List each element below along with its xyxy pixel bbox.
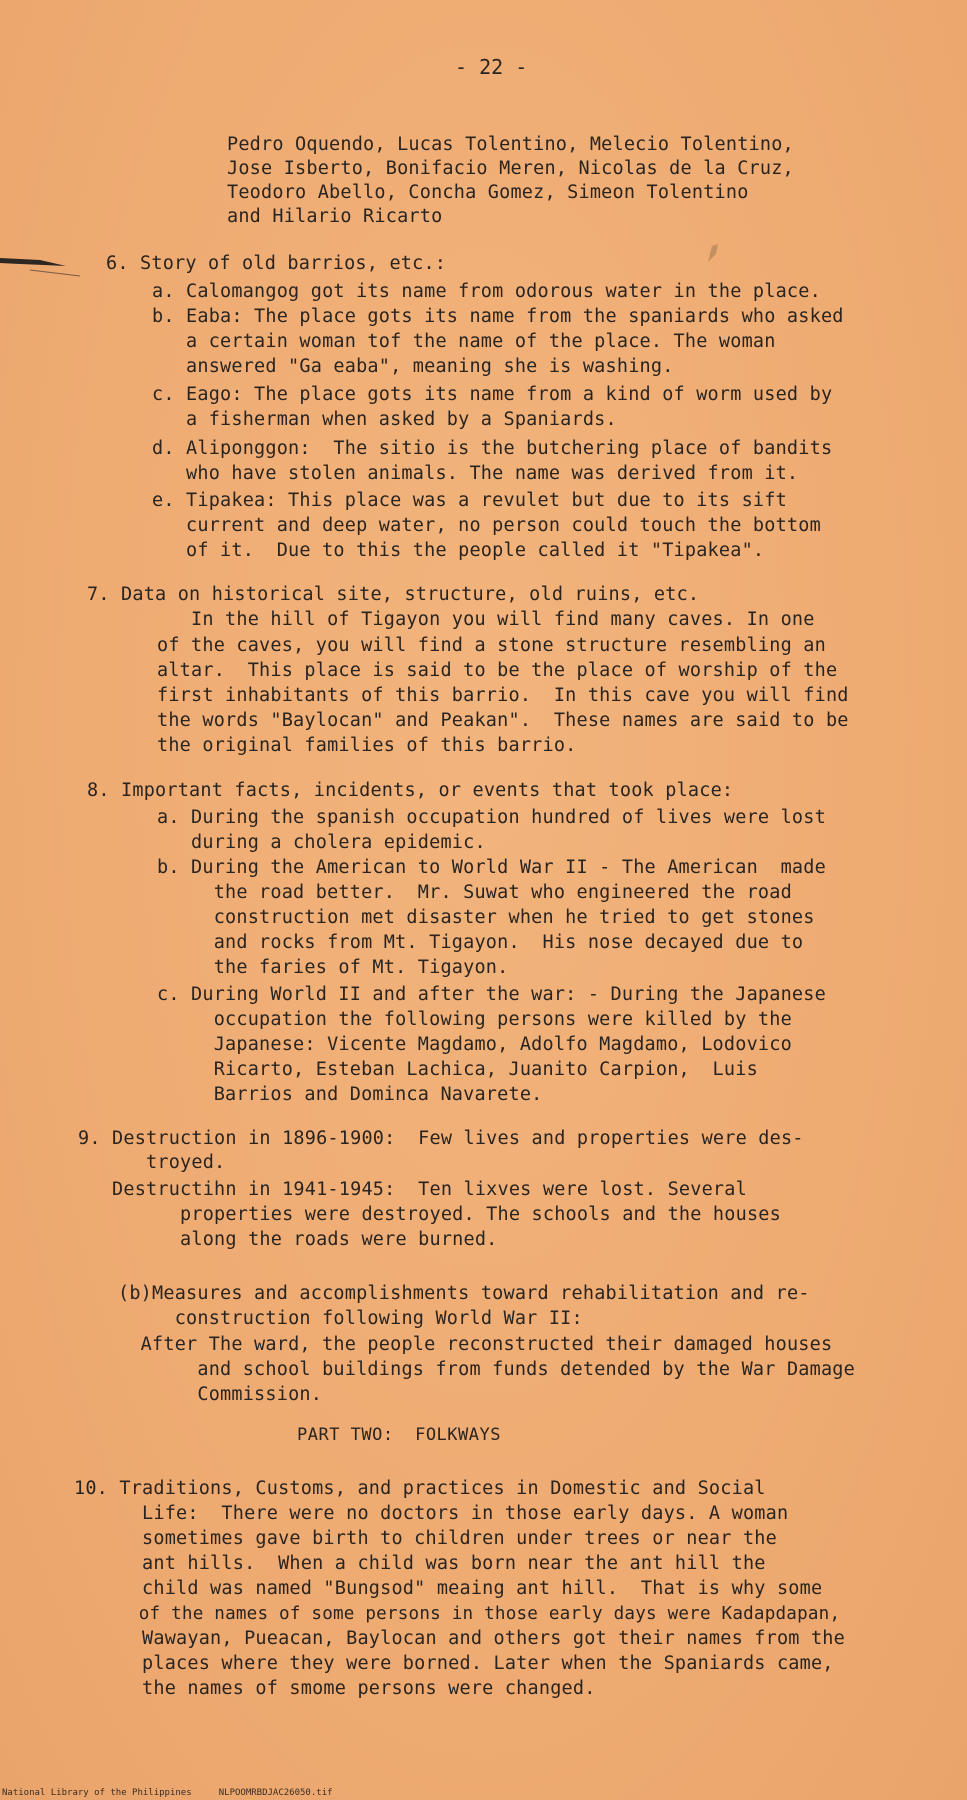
names-line-3: Teodoro Abello, Concha Gomez, Simeon Tolentino xyxy=(227,182,749,203)
section7-line-3: altar. This place is said to be the place of worship of the xyxy=(157,660,838,681)
section9-line-5: along the roads were burned. xyxy=(78,1229,498,1250)
section10-line-1: 10. Traditions, Customs, and practices in Domestic and Social xyxy=(74,1478,766,1499)
footer-scan-credit: National Library of the Philippines NLPOOMRBDJAC26050.tif xyxy=(2,1788,333,1798)
section8-line-b: b. During the American to World War II - The American made xyxy=(157,857,826,878)
names-line-4: and Hilario Ricarto xyxy=(227,206,443,227)
section6-line-c: c. Eago: The place gots its name from a kind of worm used by xyxy=(152,384,833,405)
section6-line-e3: of it. Due to this the people called it "Tipakea". xyxy=(152,540,765,561)
section9-line-4: properties were destroyed. The schools and the houses xyxy=(78,1204,781,1225)
section6-heading: 6. Story of old barrios, etc.: xyxy=(106,253,447,274)
section10-line-2: Life: There were no doctors in those early days. A woman xyxy=(74,1503,789,1524)
section9-line-3: Destructihn in 1941-1945: Ten lixves were lost. Several xyxy=(78,1179,747,1200)
section8-line-b4: and rocks from Mt. Tigayon. His nose decayed due to xyxy=(157,932,804,953)
section6-line-d: d. Aliponggon: The sitio is the butchering place of bandits xyxy=(152,438,833,459)
section7-line-5: the words "Baylocan" and Peakan". These names are said to be xyxy=(157,710,849,731)
paper-tear-mark xyxy=(0,252,90,282)
section8-line-a2: during a cholera epidemic. xyxy=(157,832,486,853)
section8-line-b5: the faries of Mt. Tigayon. xyxy=(157,957,509,978)
section6-line-e: e. Tipakea: This place was a revulet but due to its sift xyxy=(152,490,787,511)
section8-line-c4: Ricarto, Esteban Lachica, Juanito Carpion, Luis xyxy=(157,1059,758,1080)
section6-line-c2: a fisherman when asked by a Spaniards. xyxy=(152,409,617,430)
section8-line-b3: construction met disaster when he tried to get stones xyxy=(157,907,815,928)
section8-line-b2: the road better. Mr. Suwat who engineered the road xyxy=(157,882,792,903)
section9b-line-4: and school buildings from funds detended by the War Damage xyxy=(118,1359,855,1380)
section8-heading: 8. Important facts, incidents, or events that took place: xyxy=(87,780,734,801)
names-line-2: Jose Isberto, Bonifacio Meren, Nicolas de la Cruz, xyxy=(227,158,794,179)
section9-line-1: 9. Destruction in 1896-1900: Few lives and properties were des- xyxy=(78,1128,804,1149)
section6-line-b3: answered "Ga eaba", meaning she is washing. xyxy=(152,356,674,377)
section10-line-5: child was named "Bungsod" meaing ant hill. That is why some xyxy=(74,1578,823,1599)
section10-line-9: the names of smome persons were changed. xyxy=(74,1678,596,1699)
section8-line-c2: occupation the following persons were killed by the xyxy=(157,1009,792,1030)
section6-line-e2: current and deep water, no person could touch the bottom xyxy=(152,515,821,536)
section7-line-2: of the caves, you will find a stone structure resembling an xyxy=(157,635,826,656)
section10-line-3: sometimes gave birth to children under trees or near the xyxy=(74,1528,777,1549)
section8-line-c: c. During World II and after the war: - During the Japanese xyxy=(157,984,826,1005)
section7-heading: 7. Data on historical site, structure, old ruins, etc. xyxy=(87,584,700,605)
section10-line-8: places where they were borned. Later when the Spaniards came, xyxy=(74,1653,834,1674)
section9b-line-3: After The ward, the people reconstructed their damaged houses xyxy=(118,1334,833,1355)
section6-line-d2: who have stolen animals. The name was derived from it. xyxy=(152,463,799,484)
page-number: - 22 - xyxy=(455,55,528,79)
section9b-line-1: (b)Measures and accomplishments toward rehabilitation and re- xyxy=(118,1283,810,1304)
section8-line-c3: Japanese: Vicente Magdamo, Adolfo Magdamo, Lodovico xyxy=(157,1034,792,1055)
section6-line-b2: a certain woman tof the name of the place. The woman xyxy=(152,331,776,352)
section10-line-6: of the names of some persons in those early days were Kadapdapan, xyxy=(74,1604,841,1624)
section8-line-a: a. During the spanish occupation hundred of lives were lost xyxy=(157,807,826,828)
section10-line-7: Wawayan, Pueacan, Baylocan and others got their names from the xyxy=(74,1628,845,1649)
section9-line-2: troyed. xyxy=(78,1152,226,1173)
section10-line-4: ant hills. When a child was born near the ant hill the xyxy=(74,1553,766,1574)
ink-smudge-mark xyxy=(700,240,724,266)
section6-line-b: b. Eaba: The place gots its name from the spaniards who asked xyxy=(152,306,844,327)
section8-line-c5: Barrios and Dominca Navarete. xyxy=(157,1084,543,1105)
names-line-1: Pedro Oquendo, Lucas Tolentino, Melecio Tolentino, xyxy=(227,134,794,155)
section7-line-4: first inhabitants of this barrio. In this cave you will find xyxy=(157,685,849,706)
section7-line-6: the original families of this barrio. xyxy=(157,735,577,756)
part-two-heading: PART TWO: FOLKWAYS xyxy=(297,1425,501,1445)
section7-line-1: In the hill of Tigayon you will find many caves. In one xyxy=(157,609,815,630)
section9b-line-2: construction following World War II: xyxy=(118,1308,583,1329)
section6-line-a: a. Calomangog got its name from odorous water in the place. xyxy=(152,281,821,302)
section9b-line-5: Commission. xyxy=(118,1384,323,1405)
